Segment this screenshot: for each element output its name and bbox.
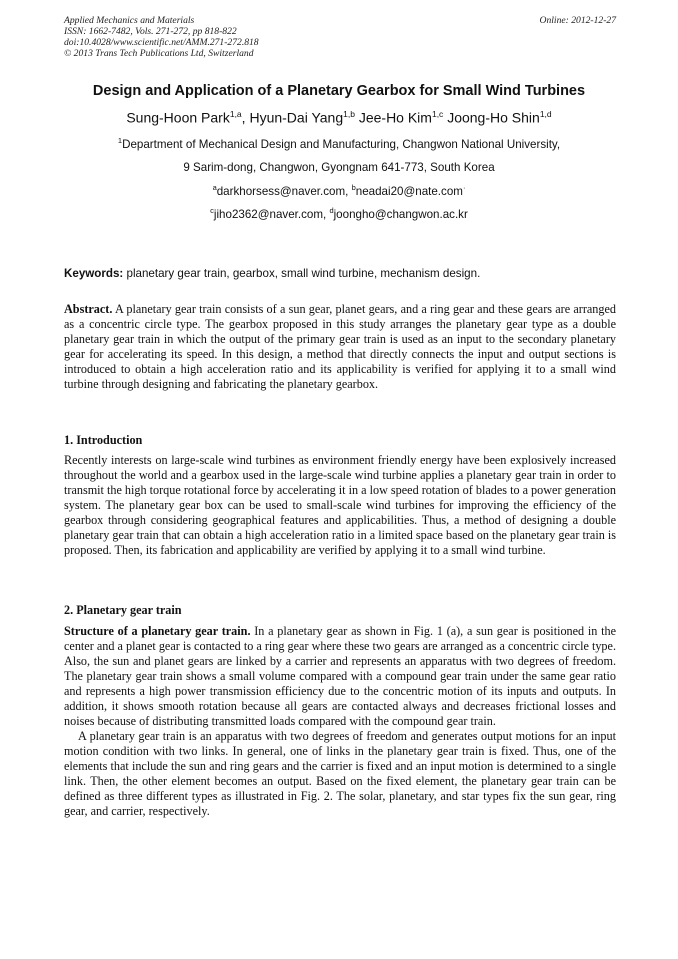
email-line-1: $^a$darkhorsess@naver.com, $^b$neadai20@nate.com·: [212, 183, 466, 198]
paper-title: Design and Application of a Planetary Gearbox for Small Wind Turbines: [92, 83, 586, 99]
planetary-gear-train-text: [64, 624, 616, 819]
author-name: Joong-Ho Shin: [447, 109, 540, 126]
abstract-label: Abstract.: [64, 302, 113, 316]
author-sup: 1,c: [431, 109, 444, 119]
author-name: Hyun-Dai Yang: [249, 109, 344, 126]
keywords-label: Keywords:: [64, 267, 124, 280]
introduction-text: Recently interests on large-scale wind turbines as environment friendly energy have been explosively increased throughout the world and a gearbox used in the large-scale wind turbine applies a planetary gear train in order to transmit the high torque rotational force by accelerating it in a low speed rotation of blades to a power generation system. The planetary gear box can be used to small-scale wind turbines for improving the efficiency of the gearbox through considering geographical features and applicabilities. Thus, a method of designing a double planetary gear train that can obtain a high acceleration ratio in a limited space based on the planetary gear train is proposed. Then, its fabrication and applicability are verified by applying it to a small wind turbine.: [64, 453, 616, 557]
email-b[interactable]: neadai20@nate.com: [355, 184, 463, 198]
keywords: [64, 267, 616, 280]
copyright-line: © 2013 Trans Tech Publications Ltd, Switzerland: [64, 48, 254, 59]
affiliation-line-1: $^1$Department of Mechanical Design and Manufacturing, Changwon National University,: [117, 136, 561, 151]
journal-header: [64, 15, 616, 59]
email-c[interactable]: jiho2362@naver.com,: [213, 207, 330, 221]
author-name: Jee-Ho Kim: [358, 109, 432, 126]
author-sup: 1,b: [343, 109, 355, 119]
abstract-text: A planetary gear train consists of a sun gear, planet gears, and a ring gear and these gears are arranged as a concentric circle type. The gearbox proposed in this study arranges the planetary gear type as a double planetary gear train in which the output of the primary gear train is used as an input to the secondary planetary gear for accelerating its speed. In this design, a method that directly connects the input and output sections is introduced to obtain a high acceleration ratio and its applicability is verified for applying it to a small wind turbine through designing and fabricating the planetary gearbox.: [64, 302, 616, 391]
paragraph-lead: Structure of a planetary gear train.: [64, 624, 251, 638]
online-date: Online: 2012-12-27: [539, 15, 616, 26]
issn-line: ISSN: 1662-7482, Vols. 271-272, pp 818-822: [64, 26, 237, 37]
abstract: [64, 302, 616, 392]
section-heading-planetary-gear-train: 2. Planetary gear train: [64, 603, 182, 617]
section-heading-introduction: 1. Introduction: [64, 433, 143, 447]
keywords-text: planetary gear train, gearbox, small wind turbine, mechanism design.: [123, 267, 481, 280]
paragraph: Structure of a planetary gear train. In a planetary gear as shown in Fig. 1 (a), a sun gear is positioned in the center and a planet gear is contacted to a ring gear where these two gears are arranged as a concentric circle type. Also, the sun and planet gears are linked by a carrier and represents an apparatus with two degrees of freedom. The planetary gear train shows a small volume compared with a compound gear train under the same gear ratio and represents a high power transmission efficiency due to the concentric motion of its inputs and outputs. In addition, it shows smooth rotation because all gears are contacted always and decreases frictional losses and noises because of distributing transmitted loads compared with the compound gear train.: [64, 624, 617, 728]
journal-name: Applied Mechanics and Materials: [64, 15, 195, 26]
email-line-2: $^c$jiho2362@naver.com, $^d$joongho@changwon.ac.kr: [210, 206, 468, 221]
author-sup: 1,a: [229, 109, 242, 119]
email-d[interactable]: joongho@changwon.ac.kr: [333, 207, 468, 221]
doi-line: doi:10.4028/www.scientific.net/AMM.271-272.818: [64, 37, 259, 48]
author-list: Sung-Hoon Park$^{1,a}$, Hyun-Dai Yang$^{1,b}$ Jee-Ho Kim$^{1,c}$ Joong-Ho Shin$^{1,d}$: [126, 109, 552, 126]
author-name: Sung-Hoon Park: [126, 109, 230, 126]
paragraph: A planetary gear train is an apparatus with two degrees of freedom and generates output motions for an input motion condition with two links. In general, one of links in the planetary gear train is fixed. Thus, one of the elements that include the sun and ring gears and the carrier is fixed and an input motion is determined to a single link. Then, the other element becomes an output. Based on the fixed element, the planetary gear train can be defined as three different types as illustrated in Fig. 2. The solar, planetary, and star types fix the sun gear, ring gear, and carrier, respectively.: [64, 729, 616, 818]
author-sup: 1,d: [539, 109, 552, 119]
email-a[interactable]: darkhorsess@naver.com,: [216, 184, 352, 198]
affiliation-line-2: 9 Sarim-dong, Changwon, Gyongnam 641-773, South Korea: [183, 161, 495, 174]
